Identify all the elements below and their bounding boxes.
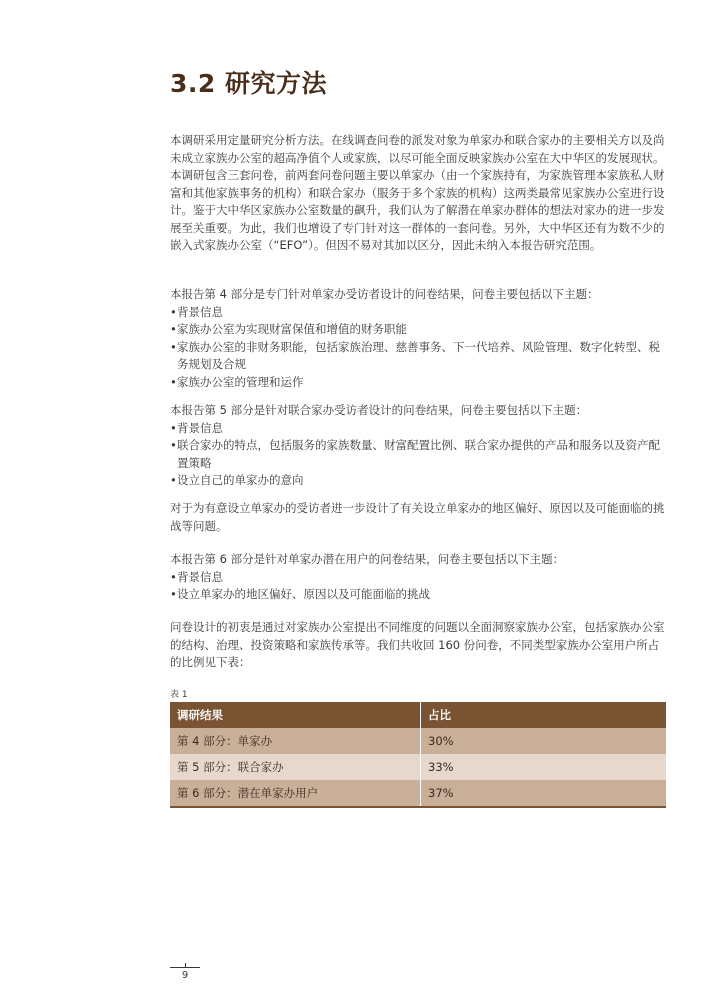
table-row <box>170 754 666 780</box>
page-number-tick <box>185 963 186 968</box>
list-item: • 背景信息 <box>170 420 668 438</box>
table-header-cell: 调研结果 <box>170 702 421 728</box>
table-header-row <box>170 702 666 728</box>
list-item: • 家族办公室的非财务职能，包括家族治理、慈善事务、下一代培养、风险管理、数字化转型、税务规划及合规 <box>170 339 668 374</box>
table-cell: 第 6 部分：潜在单家办用户 <box>170 780 421 807</box>
table-cell: 37% <box>421 780 667 807</box>
paragraph-follow-up: 对于为有意设立单家办的受访者进一步设计了有关设立单家办的地区偏好、原因以及可能面临的挑战等问题。 <box>170 501 665 533</box>
table-cell: 第 5 部分：联合家办 <box>170 754 421 780</box>
section-6-bullet-list <box>170 569 668 604</box>
section-6-topics <box>170 551 668 604</box>
section-4-bullet-list <box>170 304 668 392</box>
section-4-intro: 本报告第 4 部分是专门针对单家办受访者设计的问卷结果，问卷主要包括以下主题： <box>170 287 599 301</box>
section-5-bullet-list <box>170 420 668 490</box>
paragraph-survey-design: 问卷设计的初衷是通过对家族办公室提出不同维度的问题以全面洞察家族办公室，包括家族办公室的结构、治理、投资策略和家族传承等。我们共收回 160 份问卷，不同类型家族办公室用户所占的比例见下表： <box>170 620 665 669</box>
section-4-topics <box>170 286 668 391</box>
list-item: • 家族办公室的管理和运作 <box>170 374 668 392</box>
table-header-cell: 占比 <box>421 702 667 728</box>
section-title: 3.2 研究方法 <box>170 69 327 98</box>
section-5-intro: 本报告第 5 部分是针对联合家办受访者设计的问卷结果，问卷主要包括以下主题： <box>170 403 588 417</box>
table-row <box>170 728 666 754</box>
list-item: • 家族办公室为实现财富保值和增值的财务职能 <box>170 321 668 339</box>
list-item: • 背景信息 <box>170 569 668 587</box>
table-cell: 30% <box>421 728 667 754</box>
section-5-topics <box>170 402 668 490</box>
paragraph-methodology: 本调研采用定量研究分析方法。在线调查问卷的派发对象为单家办和联合家办的主要相关方以及尚未成立家族办公室的超高净值个人或家族，以尽可能全面反映家族办公室在大中华区的发展现状。本调研包含三套问卷，前两套问卷问题主要以单家办（由一个家族持有，为家族管理本家族私人财富和其他家族事务的机构）和联合家办（服务于多个家族的机构）这两类最常见家族办公室进行设计。鉴于大中华区家族办公室数量的飙升，我们认为了解潜在单家办群体的想法对家办的进一步发展至关重要。为此，我们也增设了专门针对这一群体的一套问卷。另外，大中华区还有为数不少的嵌入式家族办公室（“EFO”）。但因不易对其加以区分，因此未纳入本报告研究范围。 <box>170 133 665 252</box>
list-item: • 设立自己的单家办的意向 <box>170 472 668 490</box>
table-caption: 表 1 <box>170 690 188 700</box>
table-cell: 33% <box>421 754 667 780</box>
page-number: 9 <box>181 970 189 981</box>
list-item: • 设立单家办的地区偏好、原因以及可能面临的挑战 <box>170 586 668 604</box>
table-cell: 第 4 部分：单家办 <box>170 728 421 754</box>
table-row <box>170 780 666 807</box>
section-6-intro: 本报告第 6 部分是针对单家办潜在用户的问卷结果，问卷主要包括以下主题： <box>170 552 565 566</box>
list-item: • 背景信息 <box>170 304 668 322</box>
results-table <box>170 702 666 808</box>
list-item: • 联合家办的特点，包括服务的家族数量、财富配置比例、联合家办提供的产品和服务以及资产配置策略 <box>170 437 668 472</box>
